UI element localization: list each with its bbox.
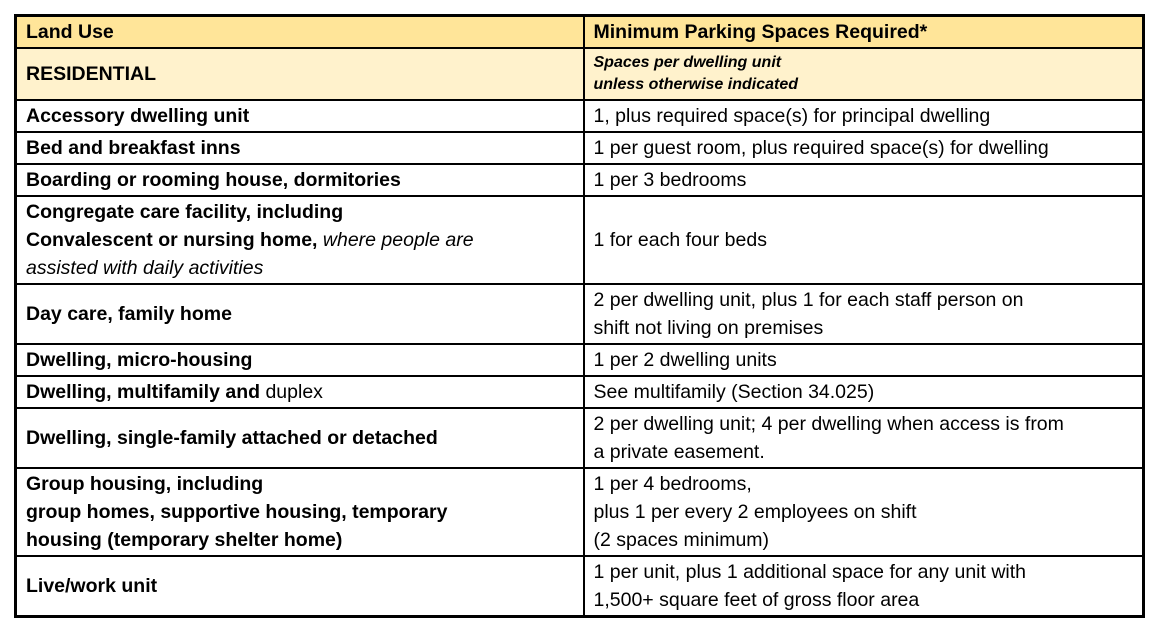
table-row: [16, 132, 1144, 164]
land-use-cell-line: [26, 498, 575, 526]
land-use-cell: [16, 468, 584, 556]
land-use-cell: [16, 132, 584, 164]
text-segment: Congregate care facility, including: [26, 201, 344, 223]
table-header-row: [16, 16, 1144, 49]
text-segment: 1 per 3 bedrooms: [593, 169, 747, 191]
requirement-cell: [584, 376, 1144, 408]
requirement-cell-line: [594, 286, 1135, 314]
requirement-cell: [584, 344, 1144, 376]
land-use-cell-line: [26, 470, 575, 498]
land-use-cell-line: [26, 526, 575, 554]
section-requirement-note: [584, 48, 1144, 100]
text-segment: Dwelling, multifamily and: [26, 381, 261, 403]
land-use-cell-line: [26, 198, 575, 226]
text-segment: Day care, family home: [26, 303, 232, 325]
text-segment: Convalescent or nursing home,: [26, 229, 318, 251]
land-use-cell: [16, 196, 584, 284]
header-land-use: Land Use: [16, 16, 584, 49]
requirement-cell: [584, 196, 1144, 284]
header-requirement: Minimum Parking Spaces Required*: [584, 16, 1144, 49]
text-segment: assisted with daily activities: [26, 257, 264, 279]
text-segment: Dwelling, micro-housing: [26, 349, 253, 371]
text-segment: 1 for each four beds: [593, 229, 767, 251]
requirement-cell-line: [594, 410, 1135, 438]
requirement-cell-line: [594, 102, 1135, 130]
parking-requirements-table: [14, 14, 1145, 618]
text-segment: Live/work unit: [26, 575, 158, 597]
land-use-cell: [16, 408, 584, 468]
requirement-cell: [584, 468, 1144, 556]
requirement-cell-line: [594, 558, 1135, 586]
text-segment: Bed and breakfast inns: [26, 137, 241, 159]
land-use-cell: [16, 344, 584, 376]
requirement-cell: [584, 100, 1144, 132]
land-use-cell: [16, 376, 584, 408]
requirement-cell-line: [594, 586, 1135, 614]
requirement-cell: [584, 164, 1144, 196]
text-segment: See multifamily (Section 34.025): [593, 381, 875, 403]
text-segment: (2 spaces minimum): [593, 529, 770, 551]
text-segment: 1, plus required space(s) for principal dwelling: [593, 105, 991, 127]
requirement-cell-line: [594, 166, 1135, 194]
table-row: [16, 164, 1144, 196]
text-segment: Boarding or rooming house, dormitories: [26, 169, 401, 191]
text-segment: 1 per unit, plus 1 additional space for any unit with: [593, 561, 1027, 583]
land-use-cell-line: [26, 134, 575, 162]
requirement-cell: [584, 408, 1144, 468]
land-use-cell-line: [26, 346, 575, 374]
requirement-cell-line: [594, 314, 1135, 342]
text-segment: Group housing, including: [26, 473, 264, 495]
text-segment: 1,500+ square feet of gross floor area: [593, 589, 920, 611]
text-segment: 1 per guest room, plus required space(s) for dwelling: [593, 137, 1049, 159]
requirement-cell-line: [594, 226, 1135, 254]
requirement-cell: [584, 132, 1144, 164]
section-row-residential: [16, 48, 1144, 100]
table-row: [16, 196, 1144, 284]
land-use-cell: [16, 100, 584, 132]
text-segment: 2 per dwelling unit; 4 per dwelling when access is from: [593, 413, 1064, 435]
text-segment: 1 per 2 dwelling units: [593, 349, 777, 371]
land-use-cell-line: [26, 424, 575, 452]
text-segment: 2 per dwelling unit, plus 1 for each staff person on: [593, 289, 1024, 311]
land-use-cell: [16, 284, 584, 344]
table-row: [16, 468, 1144, 556]
land-use-cell-line: [26, 166, 575, 194]
table-row: [16, 284, 1144, 344]
land-use-cell-line: [26, 300, 575, 328]
land-use-cell-line: [26, 572, 575, 600]
section-title: RESIDENTIAL: [16, 48, 584, 100]
requirement-cell-line: [594, 498, 1135, 526]
table-body: [16, 100, 1144, 617]
text-segment: Accessory dwelling unit: [26, 105, 250, 127]
text-segment: duplex: [260, 381, 323, 403]
land-use-cell-line: [26, 378, 575, 406]
table-row: [16, 376, 1144, 408]
text-segment: plus 1 per every 2 employees on shift: [593, 501, 917, 523]
text-segment: housing (temporary shelter home): [26, 529, 343, 551]
requirement-cell-line: [594, 346, 1135, 374]
text-segment: Dwelling, single-family attached or detached: [26, 427, 438, 449]
text-segment: 1 per 4 bedrooms,: [593, 473, 752, 495]
land-use-cell: [16, 556, 584, 617]
table-row: [16, 556, 1144, 617]
land-use-cell-line: [26, 102, 575, 130]
section-note-line: Spaces per dwelling unit: [593, 54, 782, 71]
section-note-line: unless otherwise indicated: [593, 76, 798, 93]
land-use-cell-line: [26, 254, 575, 282]
land-use-cell-line: [26, 226, 575, 254]
table-row: [16, 344, 1144, 376]
table-row: [16, 408, 1144, 468]
text-segment: where people are: [317, 229, 474, 251]
requirement-cell: [584, 556, 1144, 617]
requirement-cell: [584, 284, 1144, 344]
text-segment: a private easement.: [593, 441, 765, 463]
text-segment: group homes, supportive housing, temporary: [26, 501, 448, 523]
requirement-cell-line: [594, 526, 1135, 554]
land-use-cell: [16, 164, 584, 196]
text-segment: shift not living on premises: [593, 317, 824, 339]
requirement-cell-line: [594, 134, 1135, 162]
table-row: [16, 100, 1144, 132]
requirement-cell-line: [594, 378, 1135, 406]
requirement-cell-line: [594, 470, 1135, 498]
requirement-cell-line: [594, 438, 1135, 466]
